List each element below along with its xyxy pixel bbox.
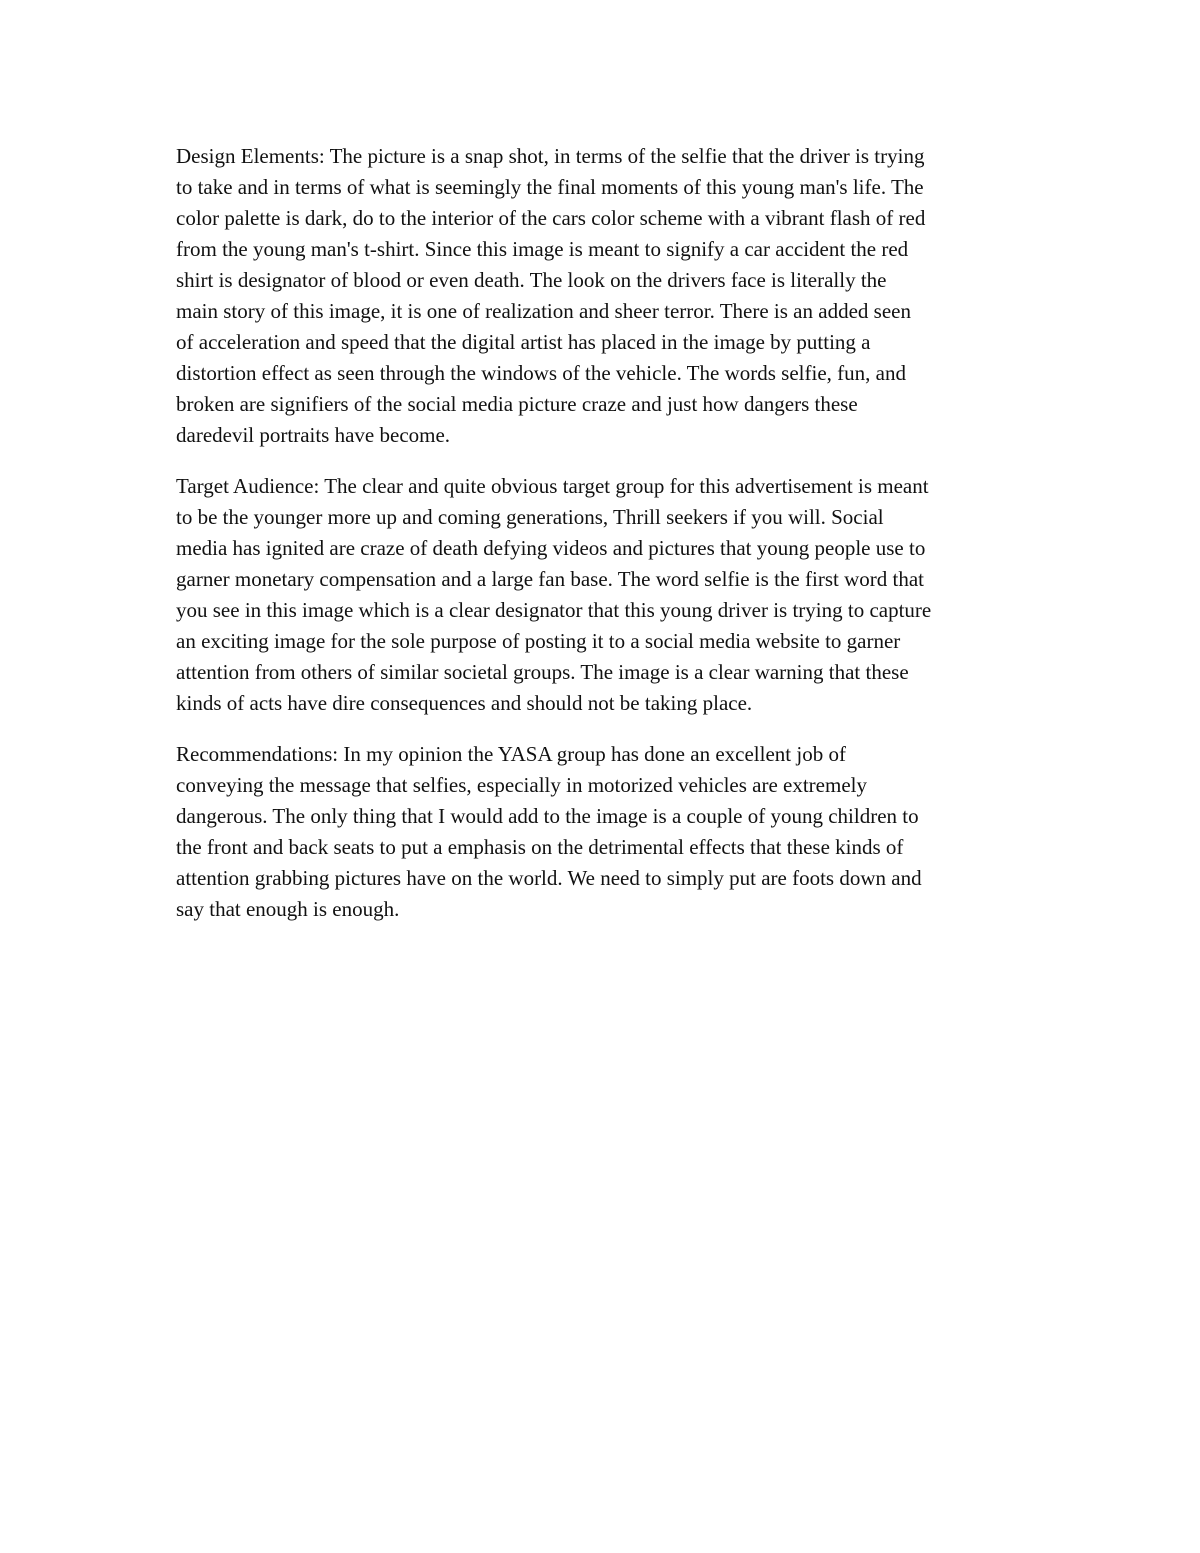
text-line: distortion effect as seen through the windows of the vehicle. The words selfie, fun, and: [176, 361, 906, 385]
text-line: kinds of acts have dire consequences and should not be taking place.: [176, 691, 753, 715]
text-line: broken are signifiers of the social media picture craze and just how dangers these: [176, 392, 858, 416]
text-line: conveying the message that selfies, especially in motorized vehicles are extremely: [176, 773, 867, 797]
text-line: from the young man's t-shirt. Since this image is meant to signify a car accident the red: [176, 237, 909, 261]
text-line: you see in this image which is a clear designator that this young driver is trying to capture: [176, 598, 932, 622]
text-line: the front and back seats to put a emphasis on the detrimental effects that these kinds of: [176, 835, 904, 859]
paragraph-recommendations: [176, 739, 1026, 925]
text-line: main story of this image, it is one of realization and sheer terror. There is an added seen: [176, 299, 911, 323]
text-line: an exciting image for the sole purpose of posting it to a social media website to garner: [176, 629, 901, 653]
text-line: shirt is designator of blood or even death. The look on the drivers face is literally the: [176, 268, 887, 292]
text-line: attention from others of similar societal groups. The image is a clear warning that these: [176, 660, 909, 684]
text-line: say that enough is enough.: [176, 897, 400, 921]
text-line: Recommendations: In my opinion the YASA group has done an excellent job of: [176, 742, 846, 766]
text-line: Design Elements: The picture is a snap shot, in terms of the selfie that the driver is trying: [176, 144, 925, 168]
text-line: to take and in terms of what is seemingly the final moments of this young man's life. The: [176, 175, 924, 199]
text-line: of acceleration and speed that the digital artist has placed in the image by putting a: [176, 330, 871, 354]
text-line: attention grabbing pictures have on the world. We need to simply put are foots down and: [176, 866, 922, 890]
text-line: media has ignited are craze of death defying videos and pictures that young people use to: [176, 536, 926, 560]
text-line: Target Audience: The clear and quite obvious target group for this advertisement is meant: [176, 474, 929, 498]
paragraph-target-audience: [176, 471, 1026, 719]
text-line: dangerous. The only thing that I would add to the image is a couple of young children to: [176, 804, 919, 828]
document-body: [176, 141, 1026, 925]
text-line: to be the younger more up and coming generations, Thrill seekers if you will. Social: [176, 505, 884, 529]
text-line: color palette is dark, do to the interior of the cars color scheme with a vibrant flash of red: [176, 206, 926, 230]
text-line: daredevil portraits have become.: [176, 423, 451, 447]
paragraph-design-elements: [176, 141, 1026, 451]
text-line: garner monetary compensation and a large fan base. The word selfie is the first word that: [176, 567, 924, 591]
